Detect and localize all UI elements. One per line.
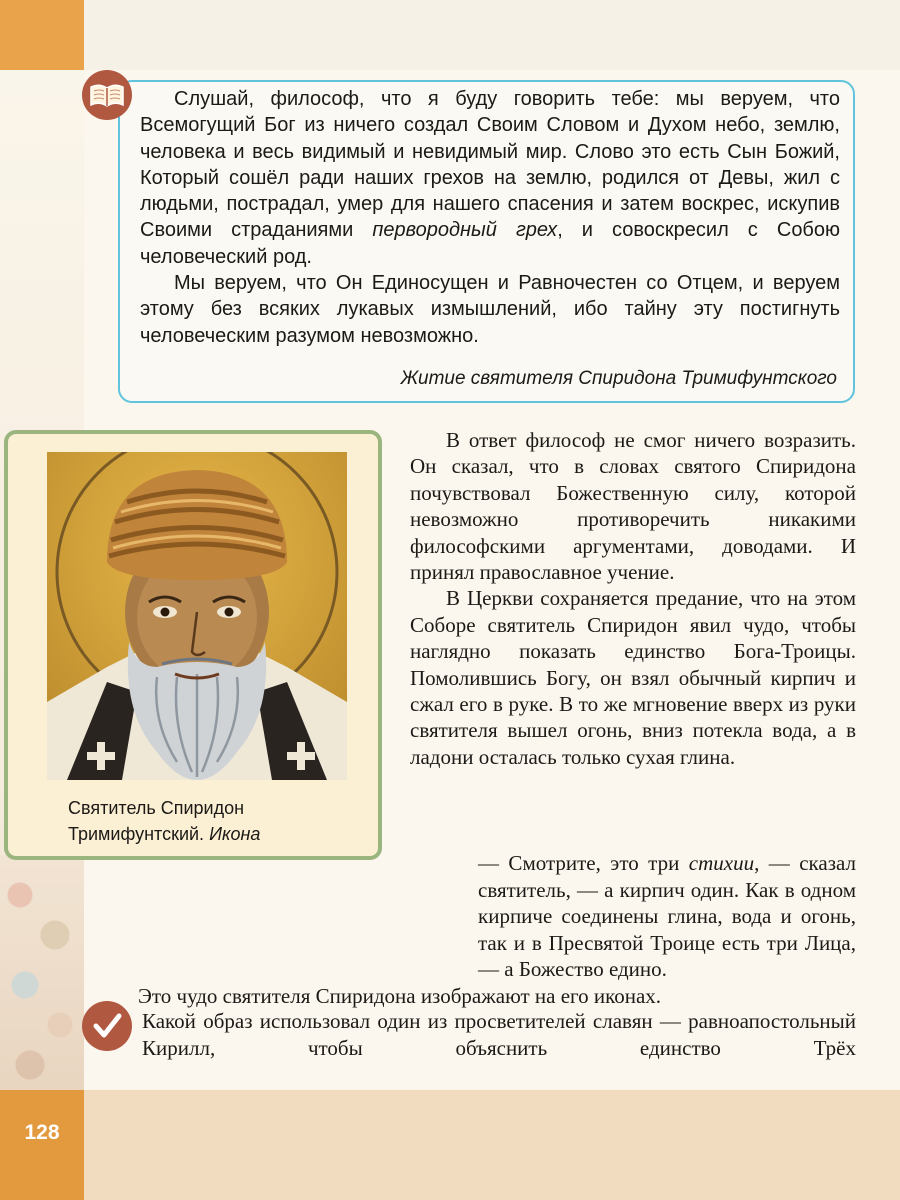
main-column — [410, 427, 856, 770]
checkmark-icon — [82, 1001, 132, 1051]
quote-text — [140, 86, 840, 349]
paragraph-icons: Это чудо святителя Спиридона изображают на его иконах. — [138, 983, 662, 1008]
quote-paragraph-1: Слушай, философ, что я буду говорить тебе: мы веруем, что Всемогущий Бог из ничего создал Своим Словом и Духом небо, землю, человека и весь видимый и невидимый мир. Слово это есть Сын Божий, Который сошёл ради наших грехов на землю, родился от Девы, жил с людьми, пострадал, умер для нашего спасения и затем воскрес, искупив Своими страданиями первородный грех, и совоскресил с Собою человеческий род. — [140, 88, 841, 268]
saint-icon-image — [47, 452, 347, 780]
top-corner-tab — [0, 0, 84, 70]
term-stikhii: стихии — [688, 851, 755, 875]
paragraph-answer: В ответ философ не смог ничего возразить. Он сказал, что в словах святого Спиридона почувствовал Божественную силу, которой невозможно противоречить никакими философскими аргументами, доводами. И принял православное учение. — [410, 428, 856, 585]
book-icon — [82, 70, 132, 120]
top-band — [0, 0, 900, 70]
quote-paragraph-2: Мы веруем, что Он Единосущен и Равночестен со Отцем, и веруем этому без всяких лукавых измышлений, ибо тайну эту постигнуть человеческим разумом невозможно. — [140, 272, 840, 347]
full-width-text — [102, 850, 856, 1010]
question-text: Какой образ использовал один из просветителей славян — равноапостольный Кирилл, чтобы объяснить единство Трёх — [142, 1009, 856, 1060]
fresco-fragment — [0, 855, 84, 1090]
quote-source: Житие святителя Спиридона Тримифунтского — [400, 368, 837, 389]
page-number-box — [0, 1090, 84, 1200]
quote-term: первородный грех — [372, 219, 558, 242]
page-number: 128 — [24, 1121, 60, 1144]
icon-caption: Святитель Спиридон Тримифунтский. Икона — [68, 798, 261, 844]
paragraph-dialogue: — Смотрите, это три стихии, — сказал святитель, — а кирпич один. Как в одном кирпиче соединены глина, вода и огонь, так и в Пресвятой Троице есть три Лица, — а Божество едино. — [478, 851, 856, 982]
paragraph-miracle: В Церкви сохраняется предание, что на этом Соборе святитель Спиридон явил чудо, чтобы наглядно показать единство Бога-Троицы. Помолившись Богу, он взял обычный кирпич и сжал его в руке. В то же мгновение вверх из руки святителя вышел огонь, вниз потекла вода, а в ладони осталась только сухая глина. — [410, 586, 856, 769]
bottom-band — [0, 1090, 900, 1200]
